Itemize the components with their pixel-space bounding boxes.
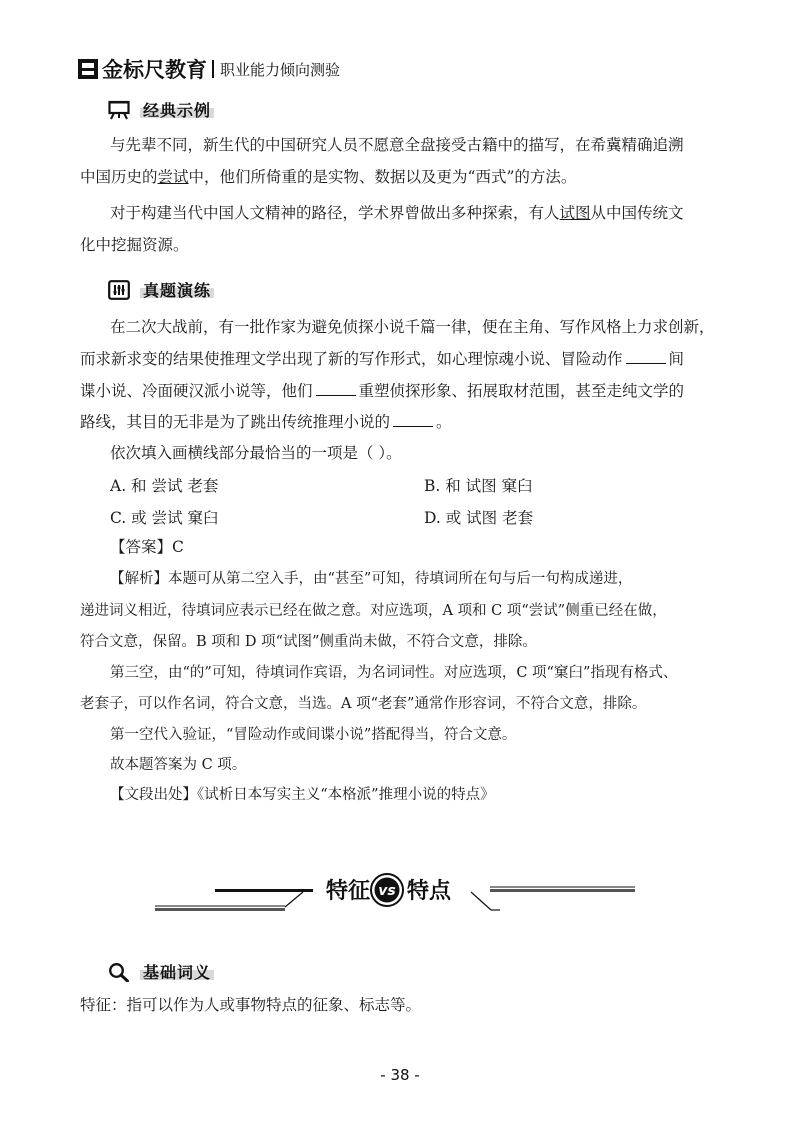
magnifier-icon xyxy=(108,962,130,982)
example-paragraph-1-line-1: 与先辈不同，新生代的中国研究人员不愿意全盘接受古籍中的描写，在希冀精确追溯 xyxy=(110,136,684,154)
question-prompt: 依次填入画横线部分最恰当的一项是（ ）。 xyxy=(110,444,402,462)
page-number: - 38 - xyxy=(380,1066,420,1084)
analysis-2-line-2: 老套子，可以作名词，符合文意，当选。A 项“老套”通常作形容词，不符合文意，排除。 xyxy=(80,696,647,712)
example-paragraph-2-line-1: 对于构建当代中国人文精神的路径，学术界曾做出多种探索，有人试图从中国传统文 xyxy=(110,204,684,222)
example-paragraph-2-line-2: 化中挖掘资源。 xyxy=(80,236,189,254)
option-d: D. 或 试图 老套 xyxy=(424,509,534,527)
option-a: A. 和 尝试 老套 xyxy=(110,477,219,495)
analysis-3: 第一空代入验证，“冒险动作或间谍小说”搭配得当，符合文意。 xyxy=(110,727,517,743)
easel-icon xyxy=(108,100,130,120)
header-divider xyxy=(212,60,214,78)
question-line-4: 路线，其目的无非是为了跳出传统推理小说的 。 xyxy=(80,413,452,431)
logo-icon xyxy=(78,59,98,79)
section-basic-heading xyxy=(108,960,214,983)
section-practice-heading xyxy=(108,278,214,301)
section-example-heading xyxy=(108,98,214,121)
sliders-icon xyxy=(108,280,130,300)
banner-left-term: 特征 xyxy=(325,879,371,904)
source-citation: 【文段出处】《试析日本写实主义“本格派”推理小说的特点》 xyxy=(110,787,495,803)
option-c: C. 或 尝试 窠臼 xyxy=(110,509,219,527)
comparison-banner xyxy=(155,870,635,920)
blank-3 xyxy=(393,412,433,427)
question-line-3: 谍小说、冷面硬汉派小说等，他们 重塑侦探形象、拓展取材范围，甚至走纯文学的 xyxy=(80,382,685,400)
option-b: B. 和 试图 窠臼 xyxy=(424,477,533,495)
section-basic-title: 基础词义 xyxy=(140,960,214,983)
example-paragraph-1-line-2: 中国历史的尝试中，他们所倚重的是实物、数据以及更为“西式”的方法。 xyxy=(80,168,577,186)
blank-1 xyxy=(626,349,666,364)
basic-definition: 特征：指可以作为人或事物特点的征象、标志等。 xyxy=(80,996,422,1014)
analysis-1-line-2: 递进词义相近，待填词应表示已经在做之意。对应选项，A 项和 C 项“尝试”侧重已经在做， xyxy=(80,603,667,619)
analysis-1-line-3: 符合文意，保留。B 项和 D 项“试图”侧重尚未做，不符合文意，排除。 xyxy=(80,634,537,650)
brand-logo-text: 金标尺教育 xyxy=(102,58,207,82)
analysis-4: 故本题答案为 C 项。 xyxy=(110,757,247,773)
section-example-title: 经典示例 xyxy=(140,98,214,121)
page-header xyxy=(78,56,340,82)
question-line-1: 在二次大战前，有一批作家为避免侦探小说千篇一律，便在主角、写作风格上力求创新， xyxy=(110,318,715,336)
answer-line: 【答案】C xyxy=(110,538,184,556)
blank-2 xyxy=(316,381,356,396)
analysis-2-line-1: 第三空，由“的”可知，待填词作宾语，为名词词性。对应选项，C 项“窠臼”指现有格式、 xyxy=(110,665,678,681)
analysis-1-line-1: 【解析】本题可从第二空入手，由“甚至”可知，待填词所在句与后一句构成递进， xyxy=(110,571,633,587)
header-subtitle: 职业能力倾向测验 xyxy=(220,60,341,79)
section-practice-title: 真题演练 xyxy=(140,278,214,301)
vs-badge: vs xyxy=(378,883,396,899)
question-line-2: 而求新求变的结果使推理文学出现了新的写作形式，如心理惊魂小说、冒险动作 间 xyxy=(80,350,685,368)
banner-right-term: 特点 xyxy=(406,879,452,904)
